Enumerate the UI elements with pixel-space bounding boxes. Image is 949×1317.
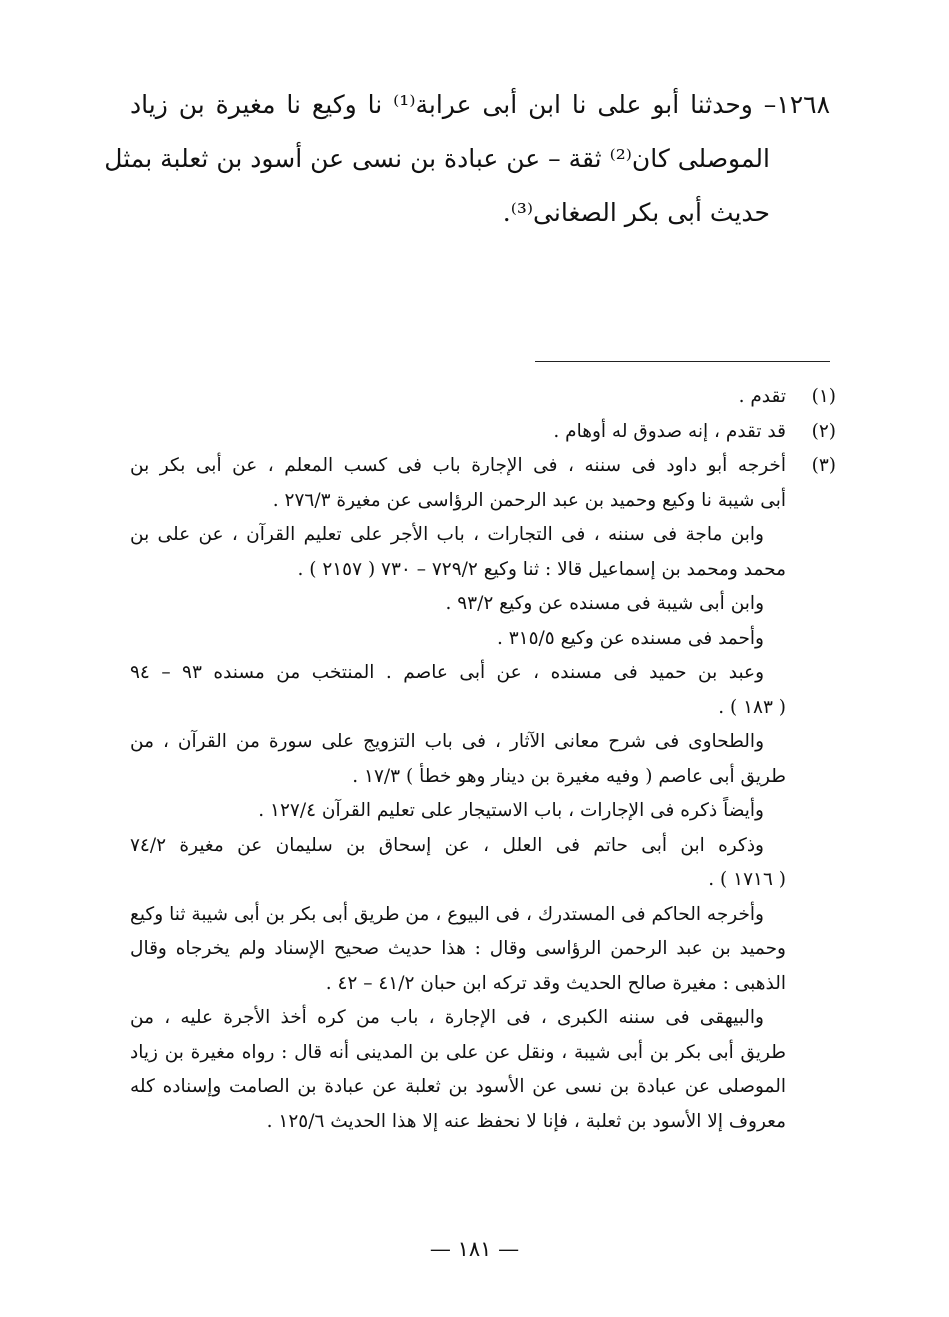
- footnote-text: تقدم .: [738, 386, 786, 407]
- footnote-line: والطحاوى فى شرح معانى الآثار ، فى باب التزويج على سورة من القرآن ، من: [130, 731, 764, 752]
- footnote-line: أبى شيبة نا وكيع وحميد بن عبد الرحمن الرؤاسى عن مغيرة ٢٧٦/٣ .: [272, 489, 786, 511]
- footnote-line: وأيضاً ذكره فى الإجارات ، باب الاستيجار على تعليم القرآن ١٢٧/٤ .: [258, 800, 764, 821]
- footnote-text: قد تقدم ، إنه صدوق له أوهام .: [553, 420, 786, 442]
- footnote-line: وابن أبى شيبة فى مسنده عن وكيع ٩٣/٢ .: [445, 593, 764, 614]
- footnote-line: وعبد بن حميد فى مسنده ، عن أبى عاصم . المنتخب من مسنده ٩٣ – ٩٤: [130, 662, 764, 683]
- footnote-separator: [535, 361, 830, 362]
- footnote-line: والبيهقى فى سننه الكبرى ، فى الإجارة ، باب من كره أخذ الأجرة عليه ، من: [130, 1007, 764, 1028]
- footnote-2: [130, 415, 836, 450]
- page-number: — ١٨١ —: [429, 1237, 520, 1261]
- footnote-line: طريق أبى عاصم ( وفيه مغيرة بن دينار وهو خطأ ) ١٧/٣ .: [352, 765, 786, 787]
- footnote-3: [130, 449, 836, 1139]
- footnote-line: ( ١٧١٦ ) .: [708, 869, 786, 890]
- footnote-line: الموصلى عن عبادة بن نسى عن الأسود بن ثعلبة عن عبادة بن الصامت وإسناده كله: [130, 1076, 786, 1097]
- hadith-line-3: حديث أبى بكر الصغانى⁽³⁾.: [502, 198, 770, 227]
- footnote-line: محمد ومحمد بن إسماعيل قالا : ثنا وكيع ٧٢٩/٢ – ٧٣٠ ( ٢١٥٧ ) .: [297, 558, 786, 580]
- hadith-line-2: الموصلى كان⁽²⁾ ثقة – عن عبادة بن نسى عن أسود بن ثعلبة بمثل: [104, 144, 770, 173]
- footnote-line: طريق أبى بكر بن أبى شيبة ، ونقل عن على بن المدينى أنه قال : رواه مغيرة بن زياد: [130, 1041, 786, 1063]
- footnote-number: (٣): [811, 455, 836, 476]
- footnote-1: [130, 380, 836, 415]
- hadith-line-1: ١٢٦٨– وحدثنا أبو على نا ابن أبى عرابة⁽¹⁾ نا وكيع نا مغيرة بن زياد: [130, 90, 831, 119]
- footnotes: [130, 380, 836, 1139]
- hadith-text: [104, 78, 831, 240]
- footnote-number: (١): [811, 386, 836, 407]
- footnote-line: أخرجه أبو داود فى سننه ، فى الإجارة باب فى كسب المعلم ، عن أبى بكر بن: [130, 455, 786, 476]
- footnote-line: وحميد بن عبد الرحمن الرؤاسى وقال : هذا حديث صحيح الإسناد ولم يخرجاه وقال: [130, 938, 786, 959]
- footnote-line: وأخرجه الحاكم فى المستدرك ، فى البيوع ، من طريق أبى بكر بن أبى شيبة ثنا وكيع: [130, 903, 764, 925]
- footnote-number: (٢): [811, 420, 836, 442]
- footnote-line: ( ١٨٣ ) .: [718, 696, 786, 718]
- footnote-line: معروف إلا الأسود بن ثعلبة ، فإنا لا نحفظ عنه إلا هذا الحديث ١٢٥/٦ .: [266, 1110, 786, 1132]
- footnote-line: وذكره ابن أبى حاتم فى العلل ، عن إسحاق بن سليمان عن مغيرة ٧٤/٢: [130, 834, 764, 856]
- footnote-line: وابن ماجة فى سننه ، فى التجارات ، باب الأجر على تعليم القرآن ، عن على بن: [130, 524, 764, 545]
- footnote-line: وأحمد فى مسنده عن وكيع ٣١٥/٥ .: [496, 627, 764, 649]
- footnote-line: الذهبى : مغيرة صالح الحديث وقد تركه ابن حبان ٤١/٢ – ٤٢ .: [325, 972, 786, 994]
